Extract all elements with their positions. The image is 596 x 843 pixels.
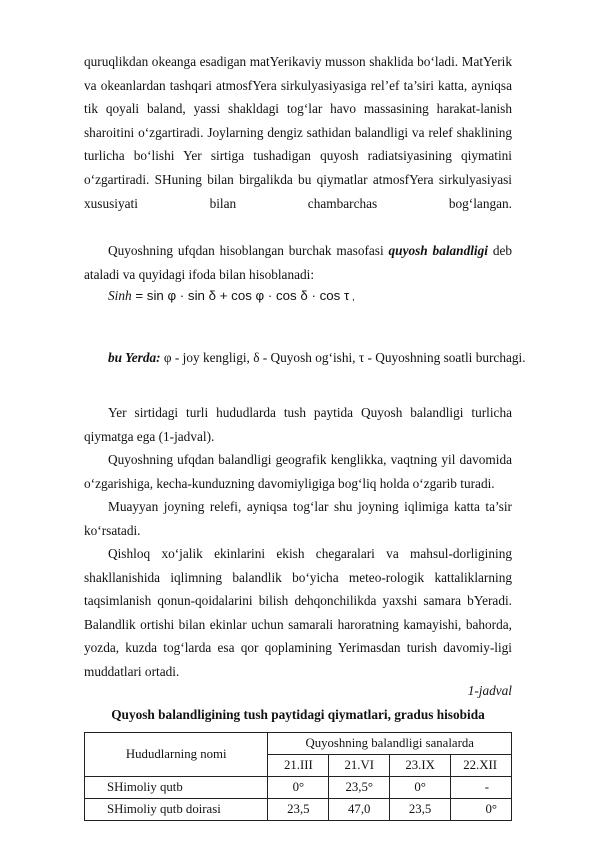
header-date: 21.VI (329, 755, 390, 777)
where-line (108, 350, 526, 366)
table-number: 1-jadval (467, 683, 512, 698)
header-group: Quyoshning balandligi sanalarda (268, 733, 512, 755)
paragraph-2 (84, 239, 512, 286)
cell-value: 23,5 (268, 799, 329, 821)
cell-value: 23,5° (329, 777, 390, 799)
paragraph-4-text: Quyoshning ufqdan balandligi geografik kenglikka, vaqtning yil davomida o‘zgarishiga, kecha-kunduzning davomiyligiga bog‘liq holda o‘zgarib turadi. (84, 452, 512, 491)
header-date: 23.IX (390, 755, 451, 777)
paragraph-4 (84, 448, 512, 495)
paragraph-1-text: quruqlikdan okeanga esadigan matYerikaviy musson shaklida bo‘ladi. MatYerik va okeanlardan tashqari atmosfYera sirkulyasiyasiga rel’ef ta’siri katta, ayniqsa tik qoyali baland, yassi shakldagi tog‘lar havo massasining harakat-lanish sharoitini o‘zgartiradi. Joylarning dengiz sathidan balandligi va relef shaklining turlicha bo‘lishi Yer sirtiga tushadigan quyosh radiatsiyasining qiymatini o‘zgartiradi. SHuning bilan birgalikda bu qiymatlar atmosfYera sirkulyasiyasi xususiyati bilan chambarchas bog‘langan. (84, 54, 512, 211)
paragraph-6 (84, 542, 512, 684)
formula (108, 288, 355, 304)
cell-value: 47,0 (329, 799, 390, 821)
table-caption: Quyosh balandligining tush paytidagi qiymatlari, gradus hisobida (111, 707, 485, 722)
paragraph-3 (84, 401, 512, 448)
paragraph-1 (84, 50, 512, 215)
formula-end: , (349, 292, 355, 303)
cell-value: 0° (390, 777, 451, 799)
paragraph-3-text: Yer sirtidagi turli hududlarda tush paytida Quyosh balandligi turlicha qiymatga ega (1-jadval). (84, 405, 512, 444)
cell-value: 0° (451, 799, 512, 821)
where-text: φ - joy kengligi, δ - Quyosh og‘ishi, τ - Quyoshning soatli burchagi. (160, 350, 526, 365)
formula-lhs: Sinh (108, 288, 132, 303)
header-date: 22.XII (451, 755, 512, 777)
cell-value: - (451, 777, 512, 799)
row-name: SHimoliy qutb (85, 777, 268, 799)
cell-value: 0° (268, 777, 329, 799)
table-row (85, 777, 512, 799)
sun-height-table (84, 732, 512, 821)
row-name: SHimoliy qutb doirasi (85, 799, 268, 821)
cell-value: 23,5 (390, 799, 451, 821)
paragraph-2-after: deb ataladi va quyidagi ifoda bilan hisoblanadi: (84, 243, 513, 282)
paragraph-5-text: Muayyan joyning relefi, ayniqsa tog‘lar shu joyning iqlimiga katta ta’sir ko‘rsatadi. (84, 499, 512, 538)
paragraph-2-before: Quyoshning ufqdan hisoblangan burchak masofasi (108, 243, 389, 258)
header-date: 21.III (268, 755, 329, 777)
where-label: bu Yerda: (108, 350, 161, 365)
formula-rhs: = sin φ · sin δ + cos φ · cos δ · cos τ (131, 288, 350, 303)
header-region: Hududlarning nomi (85, 733, 268, 777)
table-row (85, 799, 512, 821)
paragraph-6-text: Qishloq xo‘jalik ekinlarini ekish chegaralari va mahsul-dorligining shakllanishida iqlimning balandlik bo‘yicha meteo-rologik kattaliklarning taqsimlanish qonun-qoidalarini bilish dehqonchilikda yaxshi samara bYeradi. Balandlik ortishi bilan ekinlar uchun samarali haroratning kamayishi, bahorda, yozda, kuzda tog‘larda esa qor qoplamining Yerimasdan turish davomiy-ligi muddatlari ortadi. (84, 546, 512, 679)
term-quyosh-balandligi: quyosh balandligi (388, 243, 488, 258)
paragraph-5 (84, 495, 512, 542)
